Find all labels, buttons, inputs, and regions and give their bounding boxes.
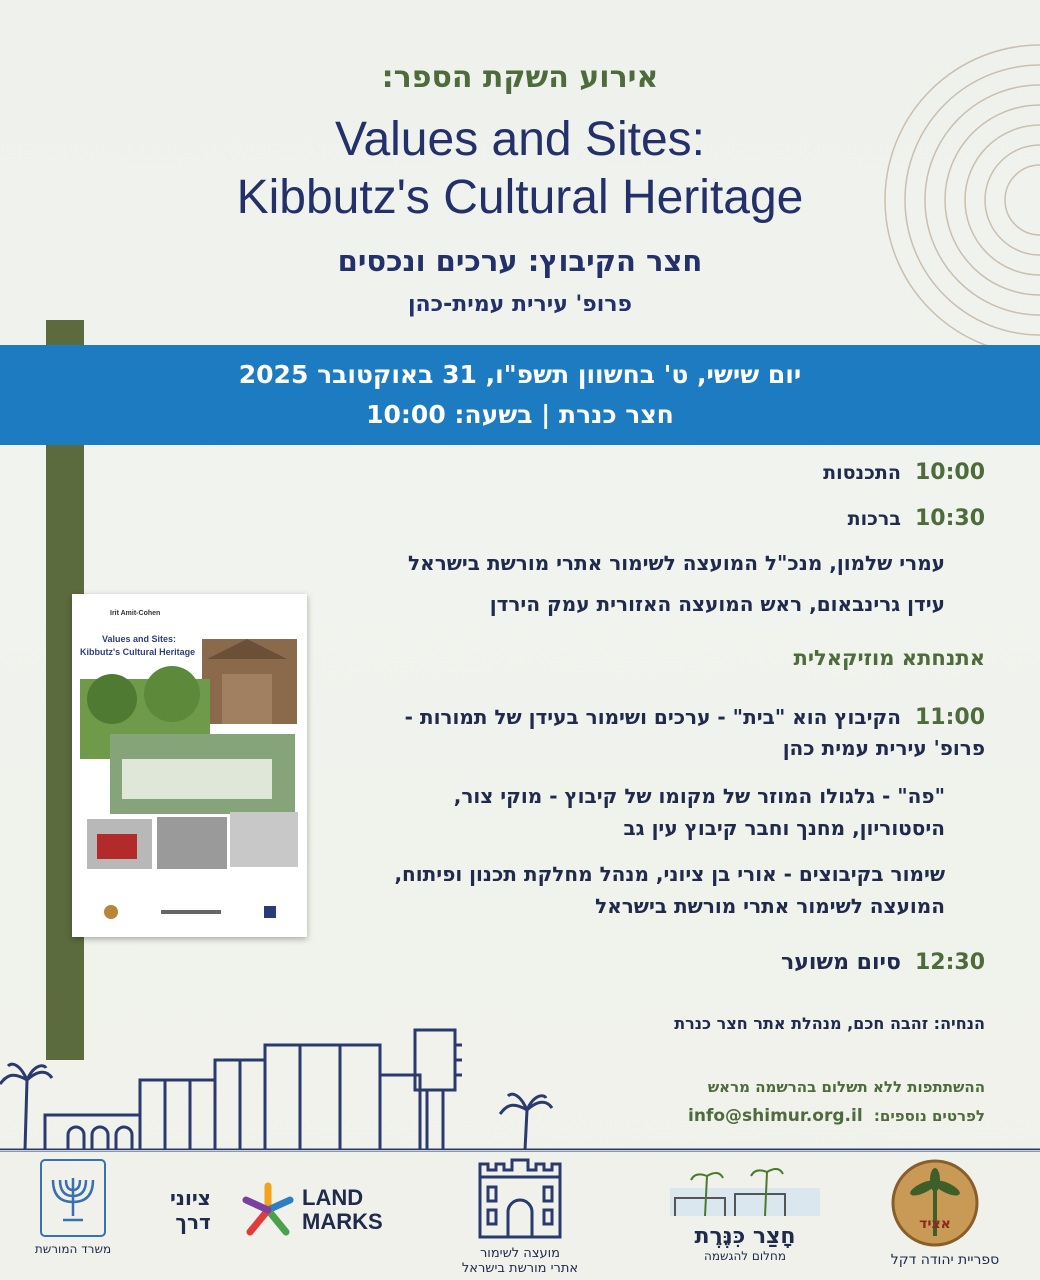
landmarks-star-icon <box>240 1180 296 1240</box>
program-item <box>848 506 985 531</box>
landmarks-logo <box>170 1178 400 1248</box>
book-publishers <box>82 899 297 925</box>
title-line-2: Kibbutz's Cultural Heritage <box>236 171 804 224</box>
book-title-2: Kibbutz's Cultural Heritage <box>80 647 196 657</box>
kinneret-landscape-icon <box>665 1168 825 1220</box>
heritage-council-logo <box>445 1152 595 1276</box>
book-title-1: Values and Sites: <box>102 634 177 644</box>
publisher-text-graphic <box>161 910 221 914</box>
publisher-seal-icon <box>104 905 118 919</box>
musical-interlude: אתנחתא מוזיקאלית <box>793 646 985 670</box>
program-item <box>823 460 985 485</box>
library-seal-icon <box>885 1158 985 1248</box>
host-line: הנחיה: זהבה חכם, מנהלת אתר חצר כנרת <box>674 1014 985 1033</box>
talk-2-line-1: "פה" - גלגולו המוזר של מקומו של קיבוץ - מוקי צור, <box>453 784 945 808</box>
event-date: יום שישי, ט' בחשוון תשפ"ו, 31 באוקטובר 2025 <box>238 360 802 389</box>
talk-3-line-2: המועצה לשימור אתרי מורשת בישראל <box>595 894 945 918</box>
landmarks-hebrew-line-1: ציוני <box>170 1186 211 1210</box>
closing-item <box>781 950 985 975</box>
event-kicker: אירוע השקת הספר: <box>381 60 659 95</box>
kinneret-courtyard-logo <box>665 1168 825 1263</box>
program-time: 10:00 <box>914 460 985 485</box>
book-photo-collage <box>72 634 307 874</box>
council-label-1: מועצה לשימור <box>479 1246 561 1261</box>
event-place-time: חצר כנרת | בשעה: 10:00 <box>366 400 674 429</box>
menorah-emblem-icon <box>33 1158 113 1238</box>
yehuda-dekel-library-logo <box>880 1158 1010 1268</box>
book-author: Irit Amit-Cohen <box>110 610 161 617</box>
gate-building-icon <box>470 1152 570 1242</box>
council-label-2: אתרי מורשת בישראל <box>461 1261 579 1276</box>
talk-1-line-1: הקיבוץ הוא "בית" - ערכים ושימור בעידן של תמורות - <box>404 705 901 729</box>
contact-line <box>688 1106 985 1126</box>
talk-2-line-2: היסטוריון, מחנך וחבר קיבוץ עין גב <box>623 816 945 840</box>
book-cover-image <box>72 594 307 937</box>
landmarks-english-line-1: LAND <box>302 1185 364 1210</box>
program-time: 12:30 <box>914 950 985 975</box>
talk-3-line-1: שימור בקיבוצים - אורי בן ציוני, מנהל מחלקת תכנון ופיתוח, <box>394 862 945 886</box>
contact-label: לפרטים נוספים: <box>873 1107 985 1125</box>
ministry-logo <box>28 1158 118 1256</box>
footer-divider <box>0 1150 1040 1151</box>
council-mini-icon <box>264 906 276 918</box>
program-text: ברכות <box>847 508 901 530</box>
title-line-1: Values and Sites: <box>334 113 705 166</box>
greeting-speaker: עידן גרינבאום, ראש המועצה האזורית עמק הירדן <box>489 592 945 616</box>
author-name: פרופ' עירית עמית-כהן <box>407 292 632 317</box>
program-text: התכנסות <box>823 462 901 484</box>
program-time: 10:30 <box>914 506 985 531</box>
hebrew-title: חצר הקיבוץ: ערכים ונכסים <box>337 244 703 278</box>
ministry-label: משרד המורשת <box>34 1242 112 1256</box>
kinneret-tagline: מחלום להגשמה <box>704 1249 786 1263</box>
closing-text: סיום משוער <box>780 950 901 975</box>
landmarks-hebrew-line-2: דרך <box>175 1210 211 1234</box>
library-label: ספריית יהודה דקל <box>890 1252 1000 1268</box>
svg-text:אציד: אציד <box>919 1216 951 1232</box>
registration-note: ההשתתפות ללא תשלום בהרשמה מראש <box>707 1078 985 1096</box>
talk-1-line-2: פרופ' עירית עמית כהן <box>782 736 985 760</box>
talk-1 <box>405 705 985 730</box>
contact-email-link[interactable]: info@shimur.org.il <box>688 1106 863 1126</box>
program-time: 11:00 <box>914 705 985 730</box>
landmarks-english-line-2: MARKS <box>302 1209 383 1234</box>
greeting-speaker: עמרי שלמון, מנכ"ל המועצה לשימור אתרי מורשת בישראל <box>408 551 945 575</box>
kinneret-name: חָצַר כִּנֶּרֶת <box>694 1224 796 1249</box>
